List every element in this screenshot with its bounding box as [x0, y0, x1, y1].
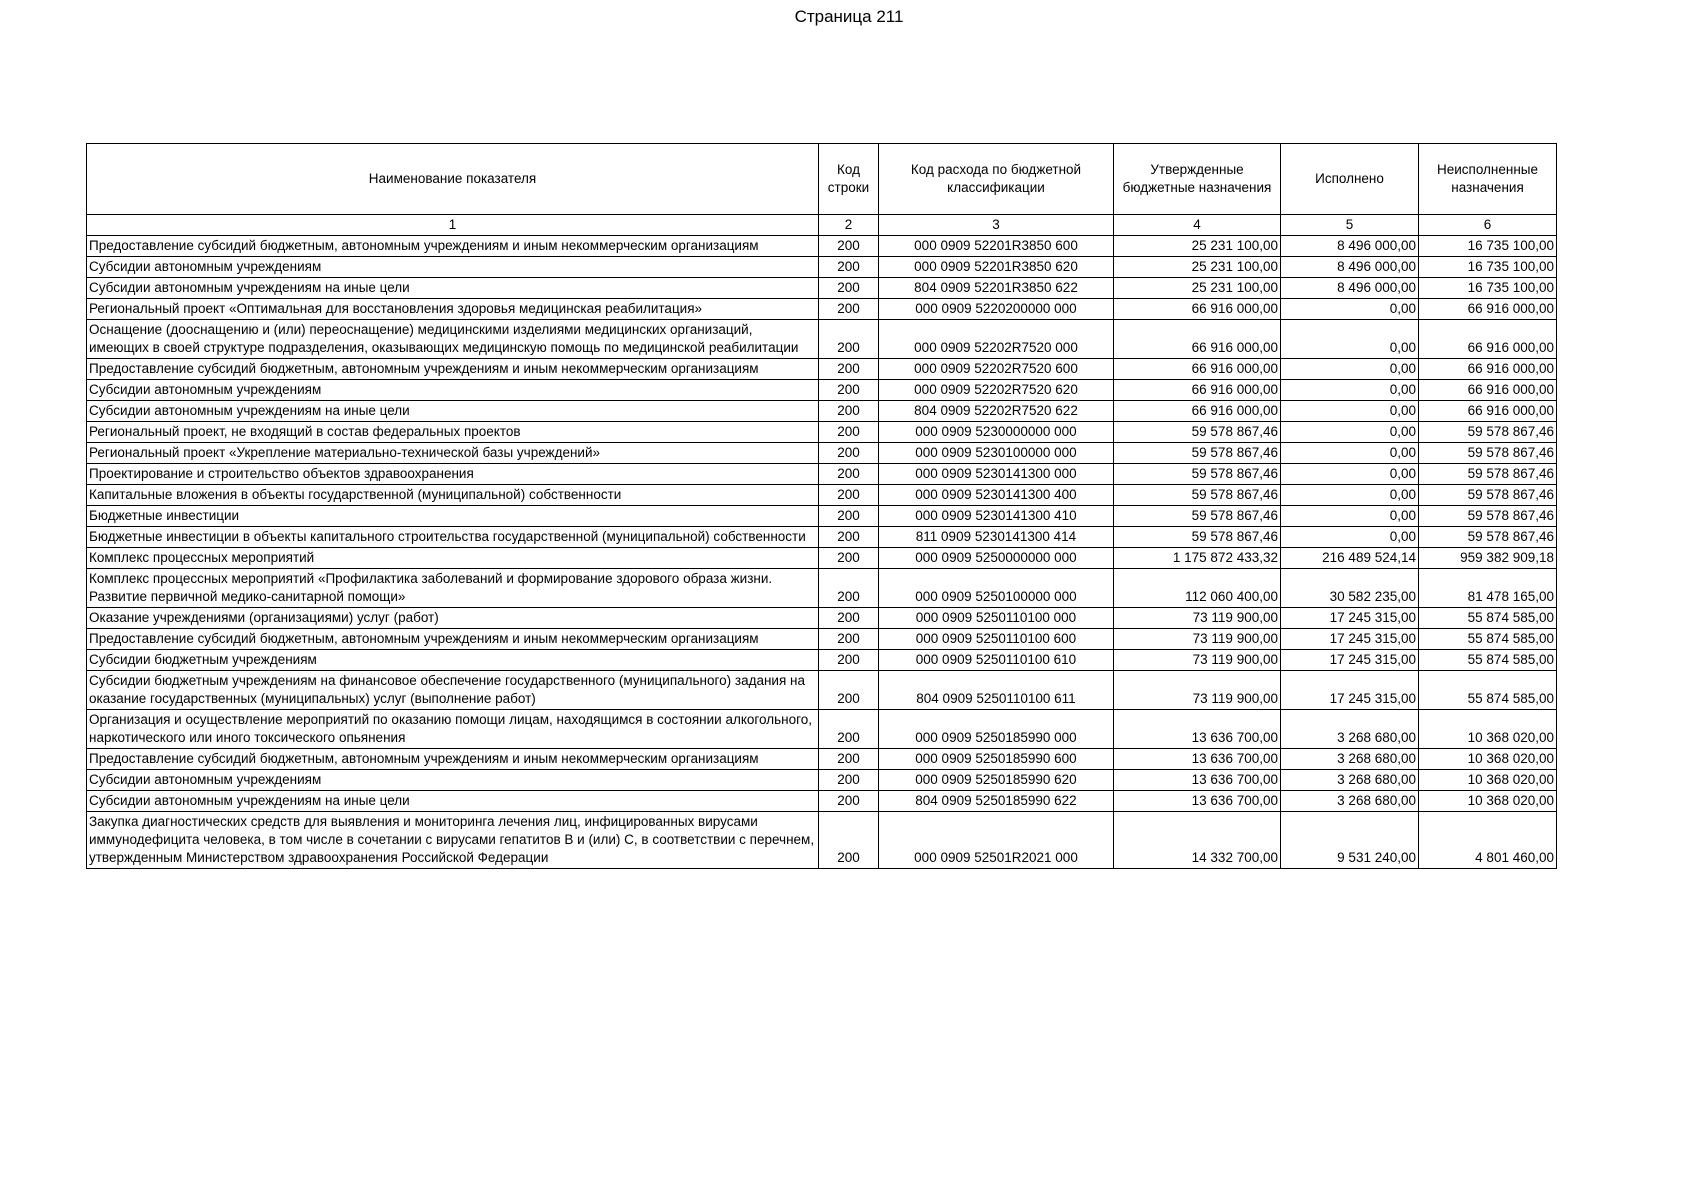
header-budget-code: Код расхода по бюджетной классификации	[879, 144, 1114, 215]
table-row	[87, 650, 1557, 671]
row-unexecuted: 55 874 585,00	[1419, 650, 1557, 671]
row-line-code: 200	[819, 749, 879, 770]
table-row	[87, 527, 1557, 548]
row-budget-code: 000 0909 5250110100 000	[879, 608, 1114, 629]
row-budget-code: 000 0909 5230000000 000	[879, 422, 1114, 443]
row-name: Региональный проект, не входящий в состав федеральных проектов	[87, 422, 819, 443]
row-budget-code: 000 0909 5250100000 000	[879, 569, 1114, 608]
table-row	[87, 506, 1557, 527]
row-unexecuted: 4 801 460,00	[1419, 812, 1557, 869]
row-executed: 8 496 000,00	[1281, 257, 1419, 278]
row-unexecuted: 81 478 165,00	[1419, 569, 1557, 608]
row-approved: 25 231 100,00	[1114, 278, 1281, 299]
budget-report-table	[86, 143, 1557, 869]
column-number: 2	[819, 215, 879, 236]
column-number: 1	[87, 215, 819, 236]
row-unexecuted: 10 368 020,00	[1419, 749, 1557, 770]
column-number: 5	[1281, 215, 1419, 236]
row-approved: 13 636 700,00	[1114, 791, 1281, 812]
table-row	[87, 770, 1557, 791]
row-unexecuted: 55 874 585,00	[1419, 629, 1557, 650]
row-executed: 3 268 680,00	[1281, 791, 1419, 812]
row-approved: 59 578 867,46	[1114, 485, 1281, 506]
row-line-code: 200	[819, 443, 879, 464]
row-name: Субсидии автономным учреждениям на иные цели	[87, 401, 819, 422]
row-unexecuted: 59 578 867,46	[1419, 443, 1557, 464]
row-unexecuted: 16 735 100,00	[1419, 278, 1557, 299]
row-approved: 66 916 000,00	[1114, 359, 1281, 380]
row-unexecuted: 66 916 000,00	[1419, 299, 1557, 320]
row-name: Закупка диагностических средств для выявления и мониторинга лечения лиц, инфицированных вирусами иммунодефицита человека, в том числе в сочетании с вирусами гепатитов В и (или) С, в соответствии с перечнем, утвержденным Министерством здравоохранения Российской Федерации	[87, 812, 819, 869]
table-row	[87, 443, 1557, 464]
row-budget-code: 804 0909 52201R3850 622	[879, 278, 1114, 299]
row-approved: 73 119 900,00	[1114, 650, 1281, 671]
header-line-code: Код строки	[819, 144, 879, 215]
row-executed: 0,00	[1281, 359, 1419, 380]
row-unexecuted: 66 916 000,00	[1419, 380, 1557, 401]
row-budget-code: 000 0909 5250185990 620	[879, 770, 1114, 791]
row-budget-code: 000 0909 52202R7520 600	[879, 359, 1114, 380]
table-row	[87, 299, 1557, 320]
row-unexecuted: 59 578 867,46	[1419, 527, 1557, 548]
row-unexecuted: 66 916 000,00	[1419, 359, 1557, 380]
row-name: Региональный проект «Оптимальная для восстановления здоровья медицинская реабилитация»	[87, 299, 819, 320]
row-line-code: 200	[819, 299, 879, 320]
row-executed: 9 531 240,00	[1281, 812, 1419, 869]
table-row	[87, 236, 1557, 257]
row-name: Региональный проект «Укрепление материально-технической базы учреждений»	[87, 443, 819, 464]
row-approved: 73 119 900,00	[1114, 608, 1281, 629]
row-name: Бюджетные инвестиции в объекты капитального строительства государственной (муниципальной) собственности	[87, 527, 819, 548]
row-budget-code: 000 0909 5250185990 000	[879, 710, 1114, 749]
row-name: Предоставление субсидий бюджетным, автономным учреждениям и иным некоммерческим организациям	[87, 359, 819, 380]
row-approved: 59 578 867,46	[1114, 464, 1281, 485]
row-line-code: 200	[819, 812, 879, 869]
header-name: Наименование показателя	[87, 144, 819, 215]
table-row	[87, 485, 1557, 506]
row-line-code: 200	[819, 671, 879, 710]
table-row	[87, 320, 1557, 359]
row-unexecuted: 10 368 020,00	[1419, 791, 1557, 812]
row-budget-code: 000 0909 52201R3850 620	[879, 257, 1114, 278]
row-approved: 59 578 867,46	[1114, 506, 1281, 527]
row-line-code: 200	[819, 236, 879, 257]
row-executed: 0,00	[1281, 527, 1419, 548]
row-unexecuted: 59 578 867,46	[1419, 485, 1557, 506]
row-budget-code: 000 0909 52501R2021 000	[879, 812, 1114, 869]
row-executed: 8 496 000,00	[1281, 278, 1419, 299]
table-row	[87, 608, 1557, 629]
row-line-code: 200	[819, 257, 879, 278]
table-row	[87, 710, 1557, 749]
row-line-code: 200	[819, 380, 879, 401]
row-executed: 8 496 000,00	[1281, 236, 1419, 257]
table-row	[87, 278, 1557, 299]
row-line-code: 200	[819, 608, 879, 629]
table-row	[87, 671, 1557, 710]
row-unexecuted: 10 368 020,00	[1419, 770, 1557, 791]
table-row	[87, 569, 1557, 608]
row-unexecuted: 55 874 585,00	[1419, 671, 1557, 710]
row-approved: 59 578 867,46	[1114, 443, 1281, 464]
table-row	[87, 464, 1557, 485]
row-executed: 0,00	[1281, 464, 1419, 485]
row-name: Субсидии бюджетным учреждениям на финансовое обеспечение государственного (муниципального) задания на оказание государственных (муниципальных) услуг (выполнение работ)	[87, 671, 819, 710]
row-budget-code: 000 0909 5230141300 400	[879, 485, 1114, 506]
table-row	[87, 422, 1557, 443]
row-unexecuted: 59 578 867,46	[1419, 422, 1557, 443]
row-line-code: 200	[819, 527, 879, 548]
column-number: 3	[879, 215, 1114, 236]
row-line-code: 200	[819, 359, 879, 380]
header-approved: Утвержденные бюджетные назначения	[1114, 144, 1281, 215]
row-name: Субсидии автономным учреждениям	[87, 257, 819, 278]
row-approved: 1 175 872 433,32	[1114, 548, 1281, 569]
row-unexecuted: 59 578 867,46	[1419, 464, 1557, 485]
row-budget-code: 000 0909 5250185990 600	[879, 749, 1114, 770]
row-approved: 112 060 400,00	[1114, 569, 1281, 608]
row-budget-code: 000 0909 5230141300 000	[879, 464, 1114, 485]
row-budget-code: 000 0909 5230141300 410	[879, 506, 1114, 527]
row-executed: 0,00	[1281, 443, 1419, 464]
row-budget-code: 804 0909 5250185990 622	[879, 791, 1114, 812]
row-executed: 0,00	[1281, 299, 1419, 320]
row-unexecuted: 66 916 000,00	[1419, 401, 1557, 422]
row-budget-code: 000 0909 52202R7520 620	[879, 380, 1114, 401]
table-row	[87, 380, 1557, 401]
row-budget-code: 000 0909 5250110100 610	[879, 650, 1114, 671]
row-approved: 73 119 900,00	[1114, 671, 1281, 710]
row-executed: 0,00	[1281, 401, 1419, 422]
row-budget-code: 000 0909 5250110100 600	[879, 629, 1114, 650]
row-name: Проектирование и строительство объектов здравоохранения	[87, 464, 819, 485]
row-unexecuted: 55 874 585,00	[1419, 608, 1557, 629]
row-executed: 216 489 524,14	[1281, 548, 1419, 569]
row-executed: 3 268 680,00	[1281, 710, 1419, 749]
row-budget-code: 000 0909 5250000000 000	[879, 548, 1114, 569]
row-line-code: 200	[819, 506, 879, 527]
row-approved: 13 636 700,00	[1114, 770, 1281, 791]
row-name: Субсидии автономным учреждениям	[87, 770, 819, 791]
row-executed: 0,00	[1281, 320, 1419, 359]
row-executed: 3 268 680,00	[1281, 770, 1419, 791]
row-unexecuted: 59 578 867,46	[1419, 506, 1557, 527]
row-executed: 3 268 680,00	[1281, 749, 1419, 770]
row-line-code: 200	[819, 629, 879, 650]
header-executed: Исполнено	[1281, 144, 1419, 215]
row-budget-code: 000 0909 52202R7520 000	[879, 320, 1114, 359]
table-row	[87, 548, 1557, 569]
header-unexecuted: Неисполненные назначения	[1419, 144, 1557, 215]
row-budget-code: 000 0909 5230100000 000	[879, 443, 1114, 464]
table-row	[87, 812, 1557, 869]
row-name: Организация и осуществление мероприятий по оказанию помощи лицам, находящимся в состоянии алкогольного, наркотического или иного токсического опьянения	[87, 710, 819, 749]
row-approved: 66 916 000,00	[1114, 380, 1281, 401]
row-name: Предоставление субсидий бюджетным, автономным учреждениям и иным некоммерческим организациям	[87, 749, 819, 770]
row-executed: 17 245 315,00	[1281, 629, 1419, 650]
row-budget-code: 000 0909 5220200000 000	[879, 299, 1114, 320]
row-approved: 25 231 100,00	[1114, 257, 1281, 278]
row-approved: 13 636 700,00	[1114, 710, 1281, 749]
row-line-code: 200	[819, 650, 879, 671]
row-name: Предоставление субсидий бюджетным, автономным учреждениям и иным некоммерческим организациям	[87, 236, 819, 257]
row-budget-code: 811 0909 5230141300 414	[879, 527, 1114, 548]
row-executed: 0,00	[1281, 485, 1419, 506]
row-budget-code: 000 0909 52201R3850 600	[879, 236, 1114, 257]
row-name: Субсидии автономным учреждениям на иные цели	[87, 791, 819, 812]
table-row	[87, 791, 1557, 812]
row-line-code: 200	[819, 791, 879, 812]
row-line-code: 200	[819, 278, 879, 299]
column-number: 4	[1114, 215, 1281, 236]
row-unexecuted: 10 368 020,00	[1419, 710, 1557, 749]
row-executed: 30 582 235,00	[1281, 569, 1419, 608]
row-name: Оснащение (дооснащению и (или) переоснащение) медицинскими изделиями медицинских организаций, имеющих в своей структуре подразделения, оказывающих медицинскую помощь по медицинской реабилитации	[87, 320, 819, 359]
row-approved: 25 231 100,00	[1114, 236, 1281, 257]
row-approved: 59 578 867,46	[1114, 422, 1281, 443]
row-name: Субсидии бюджетным учреждениям	[87, 650, 819, 671]
row-unexecuted: 16 735 100,00	[1419, 257, 1557, 278]
column-number: 6	[1419, 215, 1557, 236]
row-line-code: 200	[819, 548, 879, 569]
row-executed: 17 245 315,00	[1281, 671, 1419, 710]
row-unexecuted: 959 382 909,18	[1419, 548, 1557, 569]
row-line-code: 200	[819, 710, 879, 749]
row-line-code: 200	[819, 569, 879, 608]
row-name: Бюджетные инвестиции	[87, 506, 819, 527]
row-line-code: 200	[819, 770, 879, 791]
row-executed: 0,00	[1281, 506, 1419, 527]
table-row	[87, 401, 1557, 422]
row-approved: 66 916 000,00	[1114, 401, 1281, 422]
row-name: Оказание учреждениями (организациями) услуг (работ)	[87, 608, 819, 629]
row-executed: 17 245 315,00	[1281, 650, 1419, 671]
row-approved: 13 636 700,00	[1114, 749, 1281, 770]
row-unexecuted: 16 735 100,00	[1419, 236, 1557, 257]
table-row	[87, 257, 1557, 278]
row-budget-code: 804 0909 52202R7520 622	[879, 401, 1114, 422]
row-unexecuted: 66 916 000,00	[1419, 320, 1557, 359]
row-line-code: 200	[819, 320, 879, 359]
row-name: Комплекс процессных мероприятий	[87, 548, 819, 569]
row-approved: 73 119 900,00	[1114, 629, 1281, 650]
row-line-code: 200	[819, 464, 879, 485]
row-line-code: 200	[819, 485, 879, 506]
table-row	[87, 359, 1557, 380]
row-name: Комплекс процессных мероприятий «Профилактика заболеваний и формирование здорового образа жизни. Развитие первичной медико-санитарной помощи»	[87, 569, 819, 608]
table-row	[87, 749, 1557, 770]
row-approved: 14 332 700,00	[1114, 812, 1281, 869]
row-executed: 0,00	[1281, 422, 1419, 443]
page-title: Страница 211	[794, 7, 904, 26]
row-budget-code: 804 0909 5250110100 611	[879, 671, 1114, 710]
row-line-code: 200	[819, 422, 879, 443]
row-approved: 59 578 867,46	[1114, 527, 1281, 548]
row-approved: 66 916 000,00	[1114, 320, 1281, 359]
row-name: Капитальные вложения в объекты государственной (муниципальной) собственности	[87, 485, 819, 506]
row-name: Субсидии автономным учреждениям на иные цели	[87, 278, 819, 299]
row-name: Субсидии автономным учреждениям	[87, 380, 819, 401]
row-approved: 66 916 000,00	[1114, 299, 1281, 320]
row-name: Предоставление субсидий бюджетным, автономным учреждениям и иным некоммерческим организациям	[87, 629, 819, 650]
table-row	[87, 629, 1557, 650]
row-executed: 0,00	[1281, 380, 1419, 401]
row-line-code: 200	[819, 401, 879, 422]
row-executed: 17 245 315,00	[1281, 608, 1419, 629]
